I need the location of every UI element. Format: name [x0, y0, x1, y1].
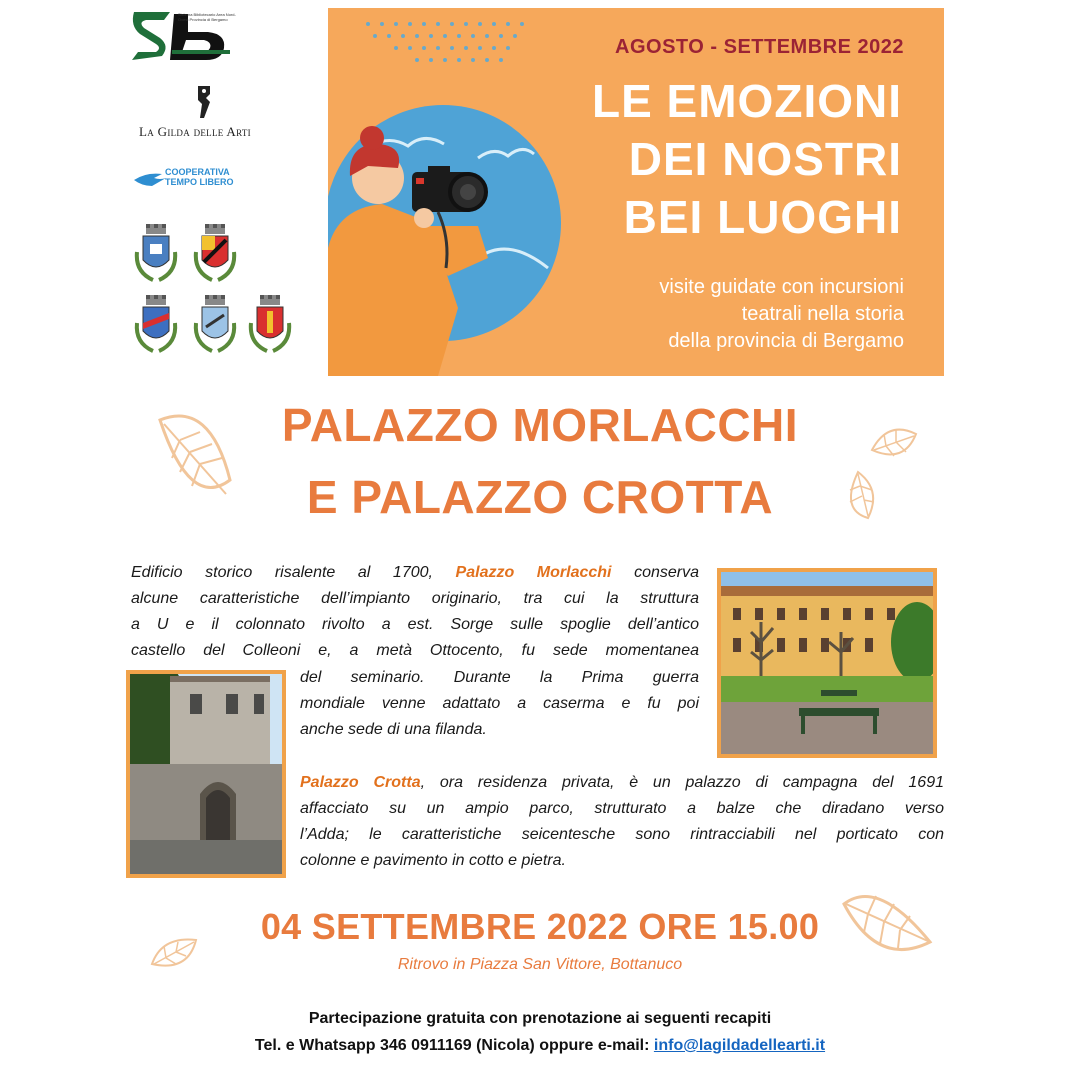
contact-line-2: Tel. e Whatsapp 346 0911169 (Nicola) oppure e-mail: info@lagildadellearti.it: [254, 1037, 826, 1054]
palazzo-morlacchi-highlight: Palazzo Morlacchi: [455, 564, 612, 581]
paragraph-1-line: del seminario. Durante la Prima guerra: [300, 669, 699, 686]
header-date: AGOSTO - SETTEMBRE 2022: [615, 36, 904, 58]
sb-logo-caption: Sistema Bibliotecario Area Nord-Ovest Provincia di Bergamo: [178, 12, 236, 22]
header-subtitle-line: visite guidate con incursioni: [659, 276, 904, 298]
contact-line-1: Partecipazione gratuita con prenotazione ai seguenti recapiti: [308, 1010, 772, 1027]
paragraph-1-line: castello del Colleoni e, a metà Ottocento, fu sede momentanea: [131, 642, 699, 659]
municipal-crest-icon: [190, 293, 240, 359]
paragraph-1-line: alcune caratteristiche dell’impianto originario, tra cui la struttura: [131, 590, 699, 607]
header-title-line: LE EMOZIONI: [592, 75, 902, 127]
header-title-line: DEI NOSTRI: [628, 133, 902, 185]
event-date: 04 SETTEMBRE 2022 ORE 15.00: [260, 906, 820, 947]
main-title-line: E PALAZZO CROTTA: [306, 471, 774, 523]
palazzo-crotta-highlight: Palazzo Crotta: [300, 774, 421, 791]
municipal-crest-icon: [245, 293, 295, 359]
main-title-line: PALAZZO MORLACCHI: [281, 399, 799, 451]
header-subtitle-line: della provincia di Bergamo: [668, 330, 904, 352]
paragraph-1-line: a U e il colonnato rivolto a est. Sorge sulle spoglie dell’antico: [131, 616, 699, 633]
paragraph-2-line: l’Adda; le caratteristiche seicentesche sono rintracciabili nel porticato con: [300, 826, 944, 843]
meeting-point: Ritrovo in Piazza San Vittore, Bottanuco: [397, 956, 683, 973]
gilda-mask-icon: [194, 84, 214, 120]
paragraph-2-line: affacciato su un ampio parco, strutturato a balze che diradano verso: [300, 800, 944, 817]
paragraph-2-line: colonne e pavimento in cotto e pietra.: [300, 852, 566, 869]
municipal-crest-icon: [131, 293, 181, 359]
municipal-crest-icon: [131, 222, 181, 288]
paragraph-1-line: anche sede di una filanda.: [300, 721, 487, 738]
paragraph-1-line: mondiale venne adattato a caserma e fu poi: [300, 695, 699, 712]
header-title-line: BEI LUOGHI: [623, 191, 902, 243]
municipal-crest-icon: [190, 222, 240, 288]
paragraph-1-line: Edificio storico risalente al 1700, Palazzo Morlacchi conserva: [131, 564, 699, 581]
palazzo-crotta-photo: [126, 670, 286, 878]
gilda-logo-text: La Gilda delle Arti: [139, 124, 251, 139]
palazzo-morlacchi-photo: [717, 568, 937, 758]
paragraph-2-line: Palazzo Crotta, ora residenza privata, è un palazzo di campagna del 1691: [300, 774, 945, 791]
header-subtitle-line: teatrali nella storia: [741, 303, 904, 325]
cooperativa-logo-text: COOPERATIVA TEMPO LIBERO: [165, 167, 234, 187]
email-link[interactable]: info@lagildadellearti.it: [653, 1037, 826, 1054]
